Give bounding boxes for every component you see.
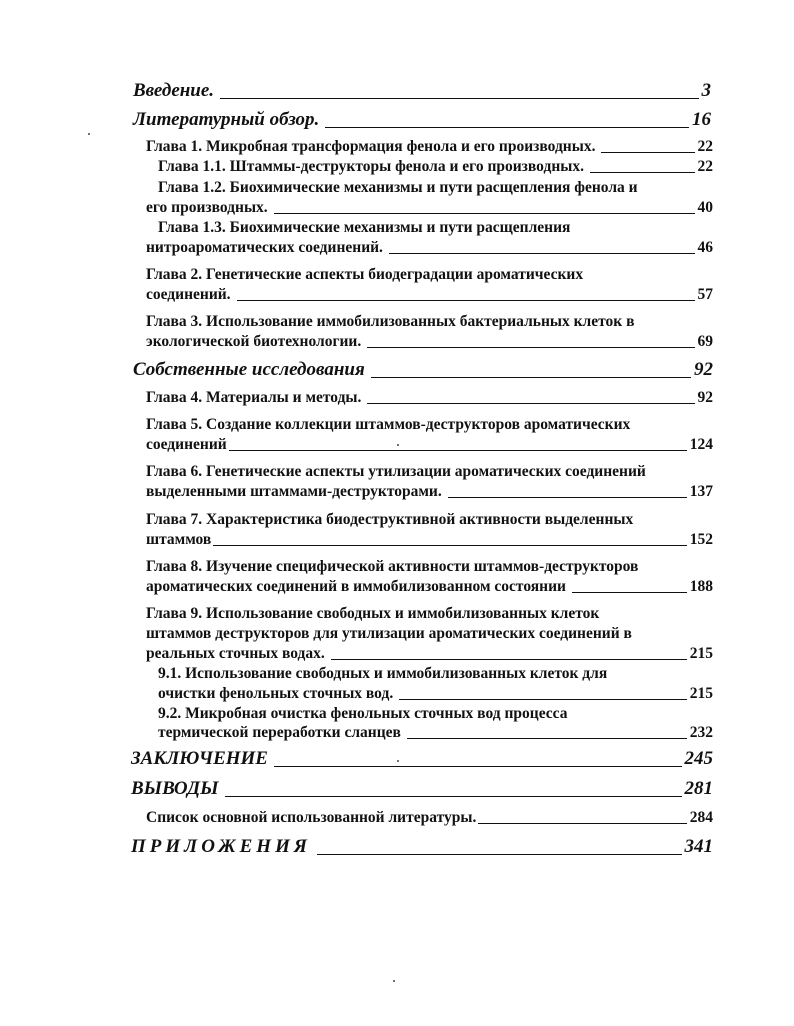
leader-line bbox=[367, 402, 694, 404]
leader-line bbox=[478, 822, 686, 824]
toc-title: Собственные исследования bbox=[133, 359, 365, 380]
toc-entry-appendix[interactable] bbox=[131, 835, 713, 859]
toc-title: ароматических соединений в иммобилизованном состоянии bbox=[146, 578, 566, 595]
leader-line bbox=[274, 212, 695, 214]
toc-entry-own-research[interactable] bbox=[133, 358, 713, 382]
leader-line bbox=[601, 151, 694, 153]
toc-entry-ch7[interactable] bbox=[146, 530, 713, 550]
toc-entry-ch4[interactable] bbox=[146, 388, 713, 408]
toc-page-number: 188 bbox=[689, 578, 713, 595]
toc-title: Глава 4. Материалы и методы. bbox=[146, 389, 362, 406]
toc-page-number: 281 bbox=[684, 778, 713, 799]
leader-line bbox=[371, 376, 691, 378]
toc-page-number: 245 bbox=[684, 748, 713, 769]
toc-entry-ch9-line2[interactable]: штаммов деструкторов для утилизации ароматических соединений в bbox=[146, 625, 632, 642]
toc-entry-ch8[interactable] bbox=[146, 577, 713, 597]
toc-entry-ch3-line1[interactable]: Глава 3. Использование иммобилизованных бактериальных клеток в bbox=[146, 313, 635, 330]
leader-line bbox=[399, 698, 687, 700]
toc-page-number: 22 bbox=[697, 158, 713, 175]
toc-entry-ch1[interactable] bbox=[146, 137, 713, 157]
toc-title: соединений bbox=[146, 436, 227, 453]
toc-entry-ch1-3-line1[interactable]: Глава 1.3. Биохимические механизмы и пути расщепления bbox=[158, 219, 571, 236]
scan-speck bbox=[397, 760, 399, 762]
toc-title: экологической биотехнологии. bbox=[146, 333, 362, 350]
toc-title: реальных сточных водах. bbox=[146, 645, 325, 662]
scan-speck bbox=[88, 133, 90, 135]
toc-entry-ch3[interactable] bbox=[146, 332, 713, 352]
scan-speck bbox=[397, 444, 399, 446]
toc-page-number: 69 bbox=[697, 333, 713, 350]
toc-title: Глава 1. Микробная трансформация фенола и его производных. bbox=[146, 138, 596, 155]
toc-entry-ch7-line1[interactable]: Глава 7. Характеристика биодеструктивной активности выделенных bbox=[146, 511, 634, 528]
leader-line bbox=[237, 299, 695, 301]
toc-title: термической переработки сланцев bbox=[158, 724, 401, 741]
leader-line bbox=[448, 496, 687, 498]
toc-entry-ch9-line1[interactable]: Глава 9. Использование свободных и иммобилизованных клеток bbox=[146, 605, 600, 622]
leader-line bbox=[274, 765, 682, 767]
toc-page-number: 46 bbox=[697, 239, 713, 256]
leader-line bbox=[317, 853, 682, 855]
leader-line bbox=[407, 737, 687, 739]
leader-line bbox=[572, 591, 687, 593]
toc-entry-ch1-2-line1[interactable]: Глава 1.2. Биохимические механизмы и пути расщепления фенола и bbox=[158, 179, 638, 196]
toc-entry-conclusion[interactable] bbox=[131, 747, 713, 771]
toc-page-number: 57 bbox=[697, 286, 713, 303]
toc-title: соединений. bbox=[146, 286, 231, 303]
leader-line bbox=[331, 658, 687, 660]
toc-title: штаммов bbox=[146, 531, 212, 548]
toc-entry-review[interactable] bbox=[133, 108, 711, 132]
toc-page-number: 16 bbox=[692, 109, 711, 130]
toc-page-number: 22 bbox=[697, 138, 713, 155]
toc-entry-findings[interactable] bbox=[131, 777, 713, 801]
toc-page-number: 124 bbox=[689, 436, 713, 453]
toc-entry-ch5[interactable] bbox=[146, 435, 713, 455]
toc-entry-ch2[interactable] bbox=[146, 285, 713, 305]
toc-title: ПРИЛОЖЕНИЯ bbox=[131, 836, 311, 857]
scan-speck bbox=[393, 980, 395, 982]
leader-line bbox=[225, 795, 682, 797]
toc-page-number: 152 bbox=[689, 531, 713, 548]
toc-page-number: 3 bbox=[701, 80, 711, 101]
toc-title: Список основной использованной литературы. bbox=[146, 809, 477, 826]
toc-title: Введение. bbox=[133, 80, 215, 101]
toc-entry-ch9[interactable] bbox=[146, 644, 713, 664]
toc-page-number: 215 bbox=[689, 645, 713, 662]
toc-page-number: 284 bbox=[689, 809, 713, 826]
toc-title: выделенными штаммами-деструкторами. bbox=[146, 483, 442, 500]
toc-entry-intro[interactable] bbox=[133, 79, 711, 103]
toc-entry-ch8-line1[interactable]: Глава 8. Изучение специфической активности штаммов-деструкторов bbox=[146, 558, 639, 575]
toc-entry-ch9-1[interactable] bbox=[158, 684, 713, 704]
toc-page-number: 40 bbox=[697, 199, 713, 216]
toc-entry-ch1-1[interactable] bbox=[158, 157, 713, 177]
toc-title: Глава 1.1. Штаммы-деструкторы фенола и его производных. bbox=[158, 158, 584, 175]
toc-entry-ch9-1-line1[interactable]: 9.1. Использование свободных и иммобилизованных клеток для bbox=[158, 665, 608, 682]
toc-title: ВЫВОДЫ bbox=[131, 778, 219, 799]
toc-page-number: 137 bbox=[689, 483, 713, 500]
toc-entry-ch6[interactable] bbox=[146, 482, 713, 502]
toc-title: ЗАКЛЮЧЕНИЕ bbox=[131, 748, 268, 769]
toc-page-number: 92 bbox=[697, 389, 713, 406]
toc-title: его производных. bbox=[146, 199, 268, 216]
toc-entry-ch6-line1[interactable]: Глава 6. Генетические аспекты утилизации ароматических соединений bbox=[146, 463, 646, 480]
toc-title: нитроароматических соединений. bbox=[146, 239, 383, 256]
leader-line bbox=[325, 126, 689, 128]
toc-entry-ch2-line1[interactable]: Глава 2. Генетические аспекты биодеградации ароматических bbox=[146, 266, 584, 283]
toc-entry-references[interactable] bbox=[146, 808, 713, 828]
toc-entry-ch9-2[interactable] bbox=[158, 723, 713, 743]
toc-page-number: 92 bbox=[694, 359, 713, 380]
toc-page-number: 215 bbox=[689, 685, 713, 702]
leader-line bbox=[590, 171, 695, 173]
toc-title: Литературный обзор. bbox=[133, 109, 320, 130]
toc-page-number: 341 bbox=[684, 836, 713, 857]
leader-line bbox=[213, 544, 686, 546]
leader-line bbox=[389, 252, 695, 254]
toc-title: очистки фенольных сточных вод. bbox=[158, 685, 394, 702]
toc-page-number: 232 bbox=[689, 724, 713, 741]
toc-entry-ch1-3[interactable] bbox=[146, 238, 713, 258]
leader-line bbox=[367, 346, 694, 348]
leader-line bbox=[220, 97, 698, 99]
leader-line bbox=[229, 449, 687, 451]
toc-entry-ch9-2-line1[interactable]: 9.2. Микробная очистка фенольных сточных вод процесса bbox=[158, 705, 568, 722]
toc-entry-ch1-2[interactable] bbox=[146, 198, 713, 218]
toc-entry-ch5-line1[interactable]: Глава 5. Создание коллекции штаммов-деструкторов ароматических bbox=[146, 416, 631, 433]
